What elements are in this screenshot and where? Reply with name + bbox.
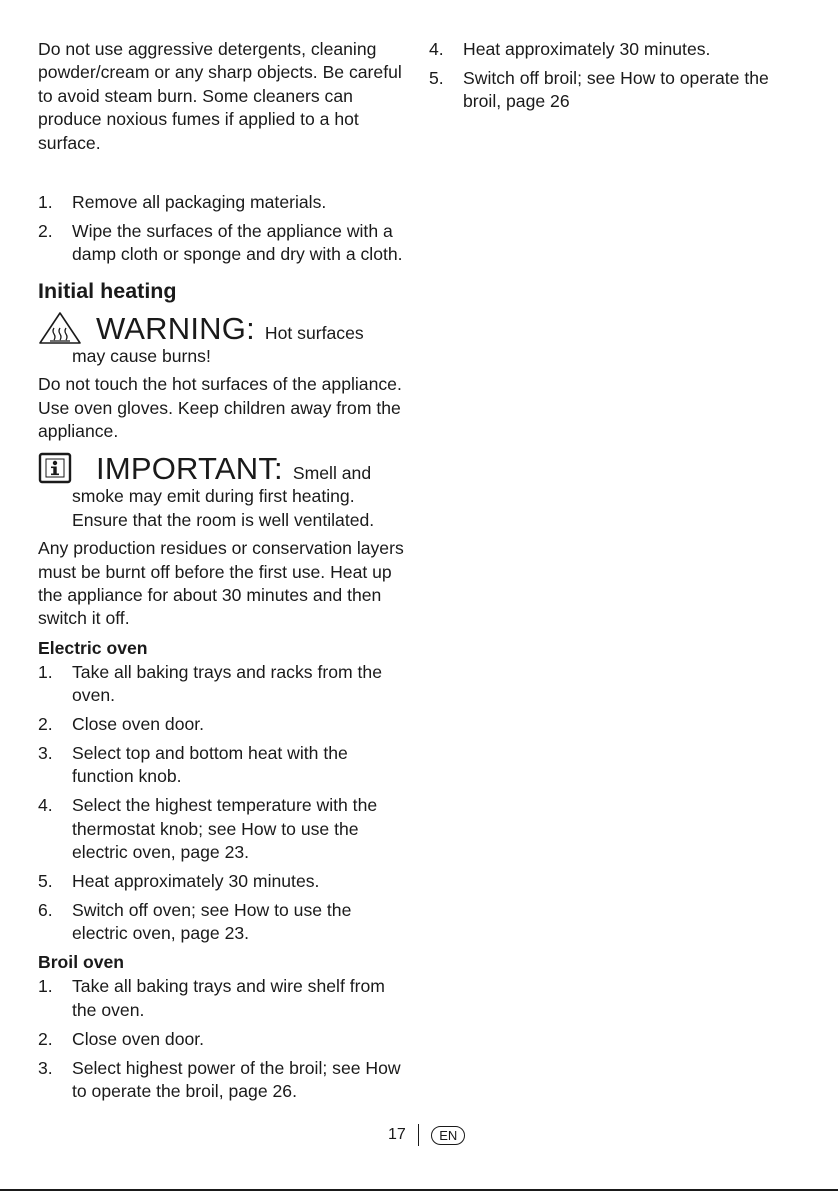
cleaning-note: Do not use aggressive detergents, cleaning powder/cream or any sharp objects. Be careful to avoid steam burn. Some cleaners can produce noxious fumes if applied to a hot surface. bbox=[38, 39, 402, 153]
step-text: Heat approximately 30 minutes. bbox=[463, 39, 711, 59]
step-text: Remove all packaging materials. bbox=[72, 192, 327, 213]
step-text: Close oven door. bbox=[72, 1028, 205, 1049]
step-number: 3. bbox=[38, 743, 53, 764]
list-item bbox=[38, 1028, 410, 1051]
subsection-title-electric-oven: Electric oven bbox=[38, 637, 148, 658]
step-number: 1. bbox=[38, 976, 53, 997]
step-number: 2. bbox=[38, 714, 53, 735]
electric-oven-steps-list bbox=[38, 661, 410, 946]
hot-surface-warning-icon bbox=[38, 309, 84, 345]
section-title-initial-heating: Initial heating bbox=[38, 278, 177, 303]
step-number: 1. bbox=[38, 192, 53, 213]
step-number: 6. bbox=[38, 899, 53, 920]
list-item bbox=[429, 38, 801, 61]
list-item bbox=[38, 220, 410, 267]
step-text: Select highest power of the broil; see How to operate the broil, page 26. bbox=[72, 1057, 401, 1101]
list-item bbox=[38, 870, 410, 893]
warning-lead-text: Hot surfaces bbox=[264, 322, 364, 343]
page-footer bbox=[388, 1124, 465, 1146]
step-text: Take all baking trays and wire shelf from the oven. bbox=[72, 976, 385, 1020]
page-number: 17 bbox=[388, 1126, 406, 1143]
step-text: Wipe the surfaces of the appliance with a damp cloth or sponge and dry with a cloth. bbox=[72, 220, 403, 265]
list-item bbox=[38, 975, 410, 1022]
step-number: 5. bbox=[429, 67, 444, 88]
broil-oven-steps-continued-list bbox=[429, 38, 801, 114]
step-text: Take all baking trays and racks from the oven. bbox=[72, 661, 382, 706]
important-continuation: smoke may emit during first heating. Ensure that the room is well ventilated. bbox=[72, 486, 375, 530]
list-item bbox=[38, 899, 410, 946]
step-text: Close oven door. bbox=[72, 714, 205, 735]
list-item bbox=[429, 67, 801, 114]
warning-continuation: may cause burns! bbox=[72, 345, 211, 366]
step-text: Switch off oven; see How to use the electric oven, page 23. bbox=[72, 899, 352, 944]
step-number: 4. bbox=[38, 795, 53, 816]
list-item bbox=[38, 191, 410, 214]
language-badge: EN bbox=[431, 1126, 465, 1145]
step-number: 5. bbox=[38, 871, 53, 892]
info-icon bbox=[38, 449, 84, 485]
step-text: Switch off broil; see How to operate the broil, page 26 bbox=[463, 67, 769, 112]
list-item bbox=[38, 742, 410, 789]
step-text: Heat approximately 30 minutes. bbox=[72, 871, 320, 892]
step-number: 4. bbox=[429, 39, 444, 59]
step-text: Select the highest temperature with the thermostat knob; see How to use the electric oven, page 23. bbox=[72, 795, 378, 863]
right-column bbox=[429, 38, 801, 119]
important-callout bbox=[38, 449, 410, 532]
step-number: 1. bbox=[38, 661, 53, 682]
warning-body: Do not touch the hot surfaces of the appliance. Use oven gloves. Keep children away from the appliance. bbox=[38, 374, 402, 441]
important-label: IMPORTANT: bbox=[96, 451, 283, 487]
step-text: Select top and bottom heat with the function knob. bbox=[72, 743, 348, 787]
subsection-title-broil-oven: Broil oven bbox=[38, 952, 125, 973]
list-item bbox=[38, 713, 410, 736]
left-column bbox=[38, 38, 410, 1109]
list-item bbox=[38, 661, 410, 708]
prep-steps-list bbox=[38, 191, 410, 267]
spacer bbox=[38, 161, 410, 191]
warning-callout bbox=[38, 309, 410, 368]
broil-oven-steps-list bbox=[38, 975, 410, 1103]
step-number: 3. bbox=[38, 1057, 53, 1078]
important-lead-text: Smell and bbox=[292, 463, 372, 484]
step-number: 2. bbox=[38, 220, 53, 241]
warning-label: WARNING: bbox=[96, 310, 255, 346]
list-item bbox=[38, 1057, 410, 1104]
important-body: Any production residues or conservation layers must be burnt off before the first use. Heat up the appliance for about 30 minutes and then switch it off. bbox=[38, 538, 404, 629]
list-item bbox=[38, 794, 410, 864]
footer-divider bbox=[418, 1124, 420, 1146]
step-number: 2. bbox=[38, 1028, 53, 1049]
